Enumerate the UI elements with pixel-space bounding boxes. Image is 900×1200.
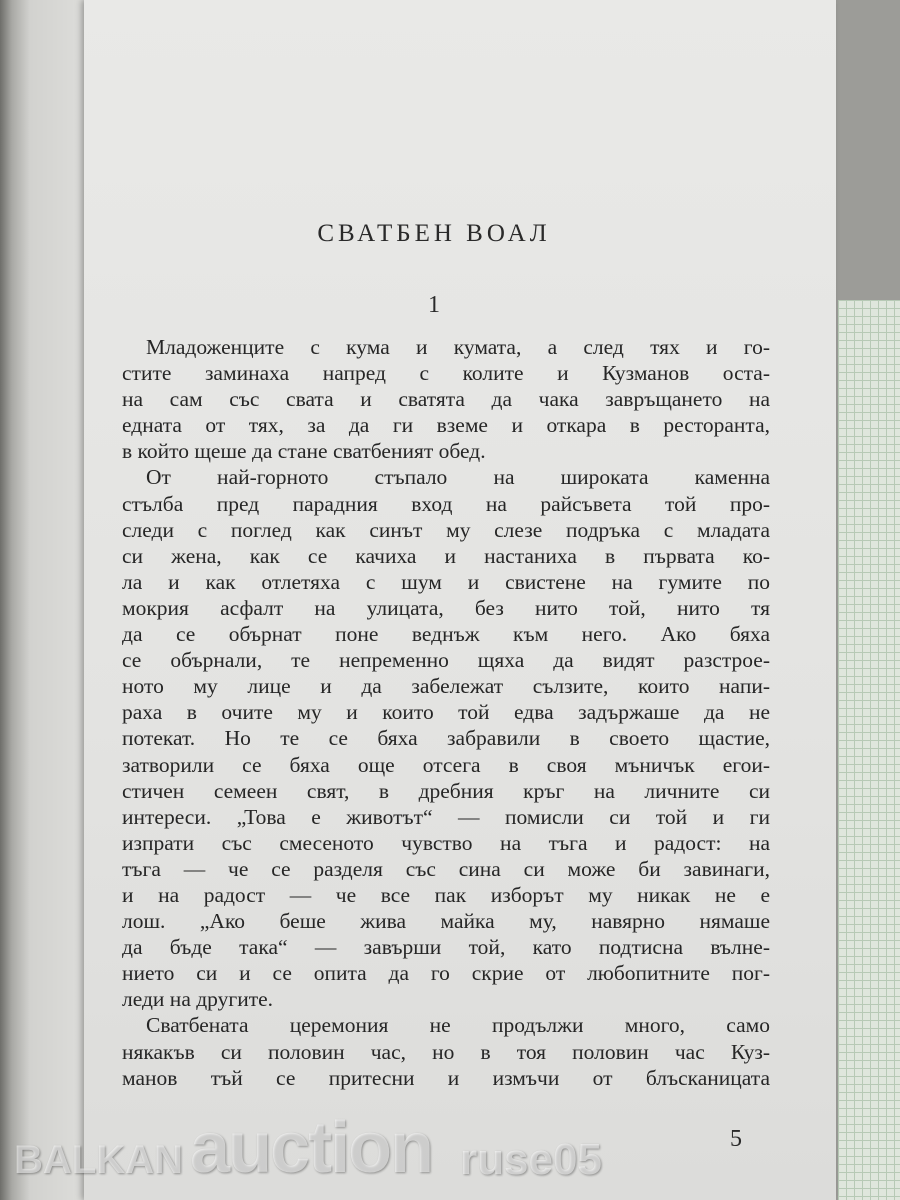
text-line: нието си и се опита да го скрие от любопитните пог- (122, 961, 770, 986)
text-line: изпрати със смесеното чувство на тъга и радост: на (122, 830, 770, 855)
text-line: и на радост — че все пак изборът му никак не е (122, 882, 770, 907)
text-line: затворили се бяха още отсега в своя мъничък егои- (122, 752, 770, 777)
text-line: мокрия асфалт на улицата, без нито той, нито тя (122, 595, 770, 620)
text-line: ла и как отлетяха с шум и свистене на гумите по (122, 569, 770, 594)
text-line: стите заминаха напред с колите и Кузманов оста- (122, 361, 770, 386)
text-line: едната от тях, за да ги вземе и откара в ресторанта, (122, 413, 770, 438)
watermark-auction: auction (190, 1108, 433, 1188)
text-line: лош. „Ако беше жива майка му, навярно нямаше (122, 909, 770, 934)
text-line: на сам със свата и сватята да чака завръщането на (122, 387, 770, 412)
text-line: стълба пред парадния вход на райсъвета той про- (122, 491, 770, 516)
text-line: Младоженците с кума и кумата, а след тях и го- (146, 335, 770, 359)
text-line: потекат. Но те се бяха забравили в своето щастие, (122, 726, 770, 751)
text-line: тъга — че се разделя със сина си може би завинаги, (122, 856, 770, 881)
text-line: ното му лице и да забележат сълзите, които напи- (122, 674, 770, 699)
watermark-ruse05: ruse05 (460, 1135, 602, 1184)
text-line: в който щеше да стане сватбеният обед. (122, 439, 486, 464)
text-line: раха в очите му и които той едва задържаше да не (122, 700, 770, 725)
book-page (84, 0, 836, 1200)
text-line: се обърнали, те непременно щяха да видят разстрое- (122, 648, 770, 673)
text-line: стичен семеен свят, в дребния кръг на личните си (122, 778, 770, 803)
chapter-title: СВАТБЕН ВОАЛ (317, 220, 551, 247)
text-line: да се обърнат поне веднъж към него. Ако бяха (122, 622, 770, 647)
text-line: манов тъй се притесни и измъчи от блъсканицата (122, 1065, 770, 1090)
chapter-number: 1 (428, 292, 440, 318)
text-line: интереси. „Това е животът“ — помисли си той и ги (122, 804, 770, 829)
text-line: следи с поглед как синът му слезе подръка с младата (122, 517, 770, 542)
body-text (122, 334, 770, 1091)
page-number: 5 (730, 1126, 742, 1152)
text-line: си жена, как се качиха и настаниха в първата ко- (122, 543, 770, 568)
watermark-balkan: BALKAN (14, 1138, 183, 1182)
text-line: Сватбената церемония не продължи много, само (146, 1013, 770, 1038)
text-line: да бъде така“ — завърши той, като подтисна вълне- (122, 935, 770, 960)
graph-paper (838, 300, 900, 1200)
text-line: някакъв си половин час, но в тоя половин час Куз- (122, 1039, 770, 1064)
text-line: леди на другите. (122, 987, 274, 1012)
facing-page-edge (0, 0, 90, 1200)
text-line: От най-горното стъпало на широката каменна (146, 465, 770, 490)
